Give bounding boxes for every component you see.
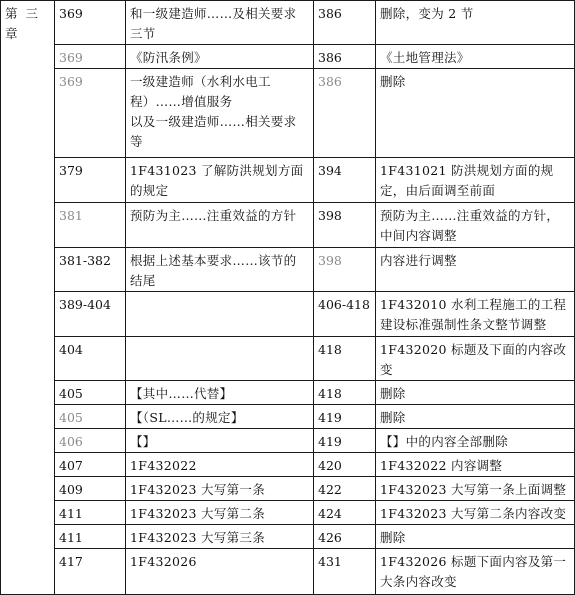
old-page-cell: 409 [55, 477, 126, 501]
old-content-cell: 1F432022 [126, 453, 314, 477]
new-page-cell: 406-418 [314, 292, 376, 337]
old-content-cell: 预防为主……注重效益的方针 [126, 203, 314, 248]
new-page-cell: 422 [314, 477, 376, 501]
old-page-cell: 404 [55, 337, 126, 381]
chapter-cell: 第三章 [1, 1, 55, 595]
old-page-cell: 406 [55, 429, 126, 453]
old-page-cell: 381 [55, 203, 126, 248]
old-content-cell: 《防汛条例》 [126, 45, 314, 69]
table-row [1, 45, 575, 69]
table-row [1, 1, 575, 45]
new-page-cell: 386 [314, 1, 376, 45]
old-page-cell: 369 [55, 45, 126, 69]
table-row [1, 381, 575, 405]
old-page-cell: 411 [55, 525, 126, 549]
old-page-cell: 411 [55, 501, 126, 525]
old-content-cell: 根据上述基本要求……该节的结尾 [126, 248, 314, 292]
table-row [1, 248, 575, 292]
old-page-cell: 407 [55, 453, 126, 477]
new-content-cell: 删除 [376, 381, 575, 405]
new-page-cell: 386 [314, 69, 376, 158]
old-content-cell: 1F431023 了解防洪规划方面的规定 [126, 158, 314, 203]
new-content-cell: 1F432023 大写第一条上面调整 [376, 477, 575, 501]
new-page-cell: 431 [314, 549, 376, 595]
table-row [1, 69, 575, 158]
old-content-cell: 1F432026 [126, 549, 314, 595]
old-page-cell: 381-382 [55, 248, 126, 292]
old-content-cell [126, 292, 314, 337]
new-page-cell: 418 [314, 337, 376, 381]
new-page-cell: 418 [314, 381, 376, 405]
old-content-cell: 【其中……代替】 [126, 381, 314, 405]
old-page-cell: 389-404 [55, 292, 126, 337]
old-page-cell: 369 [55, 1, 126, 45]
old-content-cell: 1F432023 大写第一条 [126, 477, 314, 501]
table-row [1, 501, 575, 525]
old-content-cell [126, 337, 314, 381]
new-content-cell: 1F432026 标题下面内容及第一大条内容改变 [376, 549, 575, 595]
table-row [1, 549, 575, 595]
old-content-cell: 【】 [126, 429, 314, 453]
table-row [1, 203, 575, 248]
table-row [1, 158, 575, 203]
old-content-cell: 和一级建造师……及相关要求三节 [126, 1, 314, 45]
new-content-cell: 删除 [376, 525, 575, 549]
new-content-cell: 1F432022 内容调整 [376, 453, 575, 477]
new-content-cell: 1F432010 水利工程施工的工程建设标准强制性条文整节调整 [376, 292, 575, 337]
new-content-cell: 删除 [376, 69, 575, 158]
old-content-cell: 1F432023 大写第三条 [126, 525, 314, 549]
new-page-cell: 398 [314, 203, 376, 248]
new-content-cell: 1F431021 防洪规划方面的规定，由后面调至前面 [376, 158, 575, 203]
old-page-cell: 369 [55, 69, 126, 158]
new-page-cell: 419 [314, 429, 376, 453]
new-page-cell: 394 [314, 158, 376, 203]
new-content-cell: 删除 [376, 405, 575, 429]
table-row [1, 477, 575, 501]
old-page-cell: 405 [55, 381, 126, 405]
table-row [1, 292, 575, 337]
table-row [1, 453, 575, 477]
old-content-cell: 【（SL……的规定】 [126, 405, 314, 429]
new-content-cell: 删除，变为 2 节 [376, 1, 575, 45]
old-content-cell: 一级建造师（水利水电工程）……增值服务 以及一级建造师……相关要求等 [126, 69, 314, 158]
new-content-cell: 1F432020 标题及下面的内容改变 [376, 337, 575, 381]
table-row [1, 429, 575, 453]
old-content-cell: 1F432023 大写第二条 [126, 501, 314, 525]
old-page-cell: 405 [55, 405, 126, 429]
table-row [1, 337, 575, 381]
new-page-cell: 398 [314, 248, 376, 292]
new-content-cell: 内容进行调整 [376, 248, 575, 292]
new-page-cell: 419 [314, 405, 376, 429]
old-page-cell: 379 [55, 158, 126, 203]
table-row [1, 405, 575, 429]
new-content-cell: 预防为主……注重效益的方针，中间内容调整 [376, 203, 575, 248]
new-page-cell: 420 [314, 453, 376, 477]
new-content-cell: 《土地管理法》 [376, 45, 575, 69]
new-page-cell: 426 [314, 525, 376, 549]
table-row [1, 525, 575, 549]
old-page-cell: 417 [55, 549, 126, 595]
new-page-cell: 386 [314, 45, 376, 69]
new-content-cell: 【】中的内容全部删除 [376, 429, 575, 453]
new-page-cell: 424 [314, 501, 376, 525]
new-content-cell: 1F432023 大写第二条内容改变 [376, 501, 575, 525]
